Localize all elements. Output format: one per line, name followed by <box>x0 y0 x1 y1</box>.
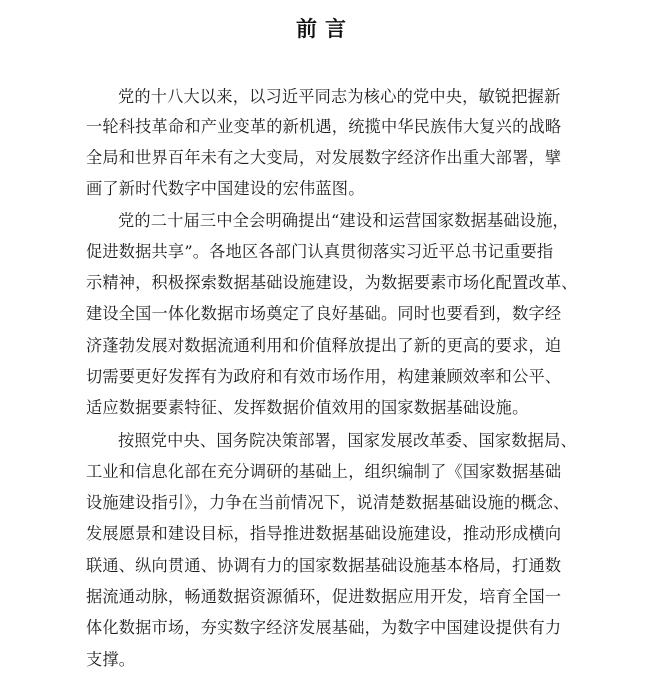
page-title: 前言 <box>296 17 354 41</box>
paragraph-3-line-5: 联通、纵向贯通、协调有力的国家数据基础设施基本格局，打通数 <box>86 556 562 575</box>
paragraph-1-line-1: 党的十八大以来，以习近平同志为核心的党中央，敏锐把握新 <box>118 87 561 106</box>
paragraph-2-line-2: 促进数据共享”。各地区各部门认真贯彻落实习近平总书记重要指 <box>86 242 554 261</box>
paragraph-3-line-7: 体化数据市场，夯实数字经济发展基础，为数字中国建设提供有力 <box>86 618 562 637</box>
paragraph-2-line-4: 建设全国一体化数据市场奠定了良好基础。同时也要看到，数字经 <box>86 304 562 323</box>
paragraph-3-line-2: 工业和信息化部在充分调研的基础上，组织编制了《国家数据基础 <box>86 462 562 481</box>
paragraph-1-line-2: 一轮科技革命和产业变革的新机遇，统揽中华民族伟大复兴的战略 <box>86 117 562 136</box>
paragraph-3-line-8: 支撑。 <box>86 650 136 669</box>
paragraph-3-line-3: 设施建设指引》，力争在当前情况下，说清楚数据基础设施的概念、 <box>86 493 570 512</box>
paragraph-2-line-7: 适应数据要素特征、发挥数据价值效用的国家数据基础设施。 <box>86 398 529 417</box>
paragraph-3-line-4: 发展愿景和建设目标，指导推进数据基础设施建设，推动形成横向 <box>86 524 562 543</box>
paragraph-1-line-3: 全局和世界百年未有之大变局，对发展数字经济作出重大部署，擘 <box>86 148 562 167</box>
paragraph-2-line-1: 党的二十届三中全会明确提出“建设和运营国家数据基础设施， <box>118 211 569 230</box>
paragraph-2-line-5: 济蓬勃发展对数据流通利用和价值释放提出了新的更高的要求，迫 <box>86 336 562 355</box>
paragraph-3-line-1: 按照党中央、国务院决策部署，国家发展改革委、国家数据局、 <box>118 431 577 450</box>
paragraph-2-line-3: 示精神，积极探索数据基础设施建设，为数据要素市场化配置改革、 <box>86 273 578 292</box>
paragraph-2-line-6: 切需要更好发挥有为政府和有效市场作用，构建兼顾效率和公平、 <box>86 367 562 386</box>
paragraph-1-line-4: 画了新时代数字中国建设的宏伟蓝图。 <box>86 179 365 198</box>
paragraph-3-line-6: 据流通动脉，畅通数据资源循环，促进数据应用开发，培育全国一 <box>86 587 562 606</box>
